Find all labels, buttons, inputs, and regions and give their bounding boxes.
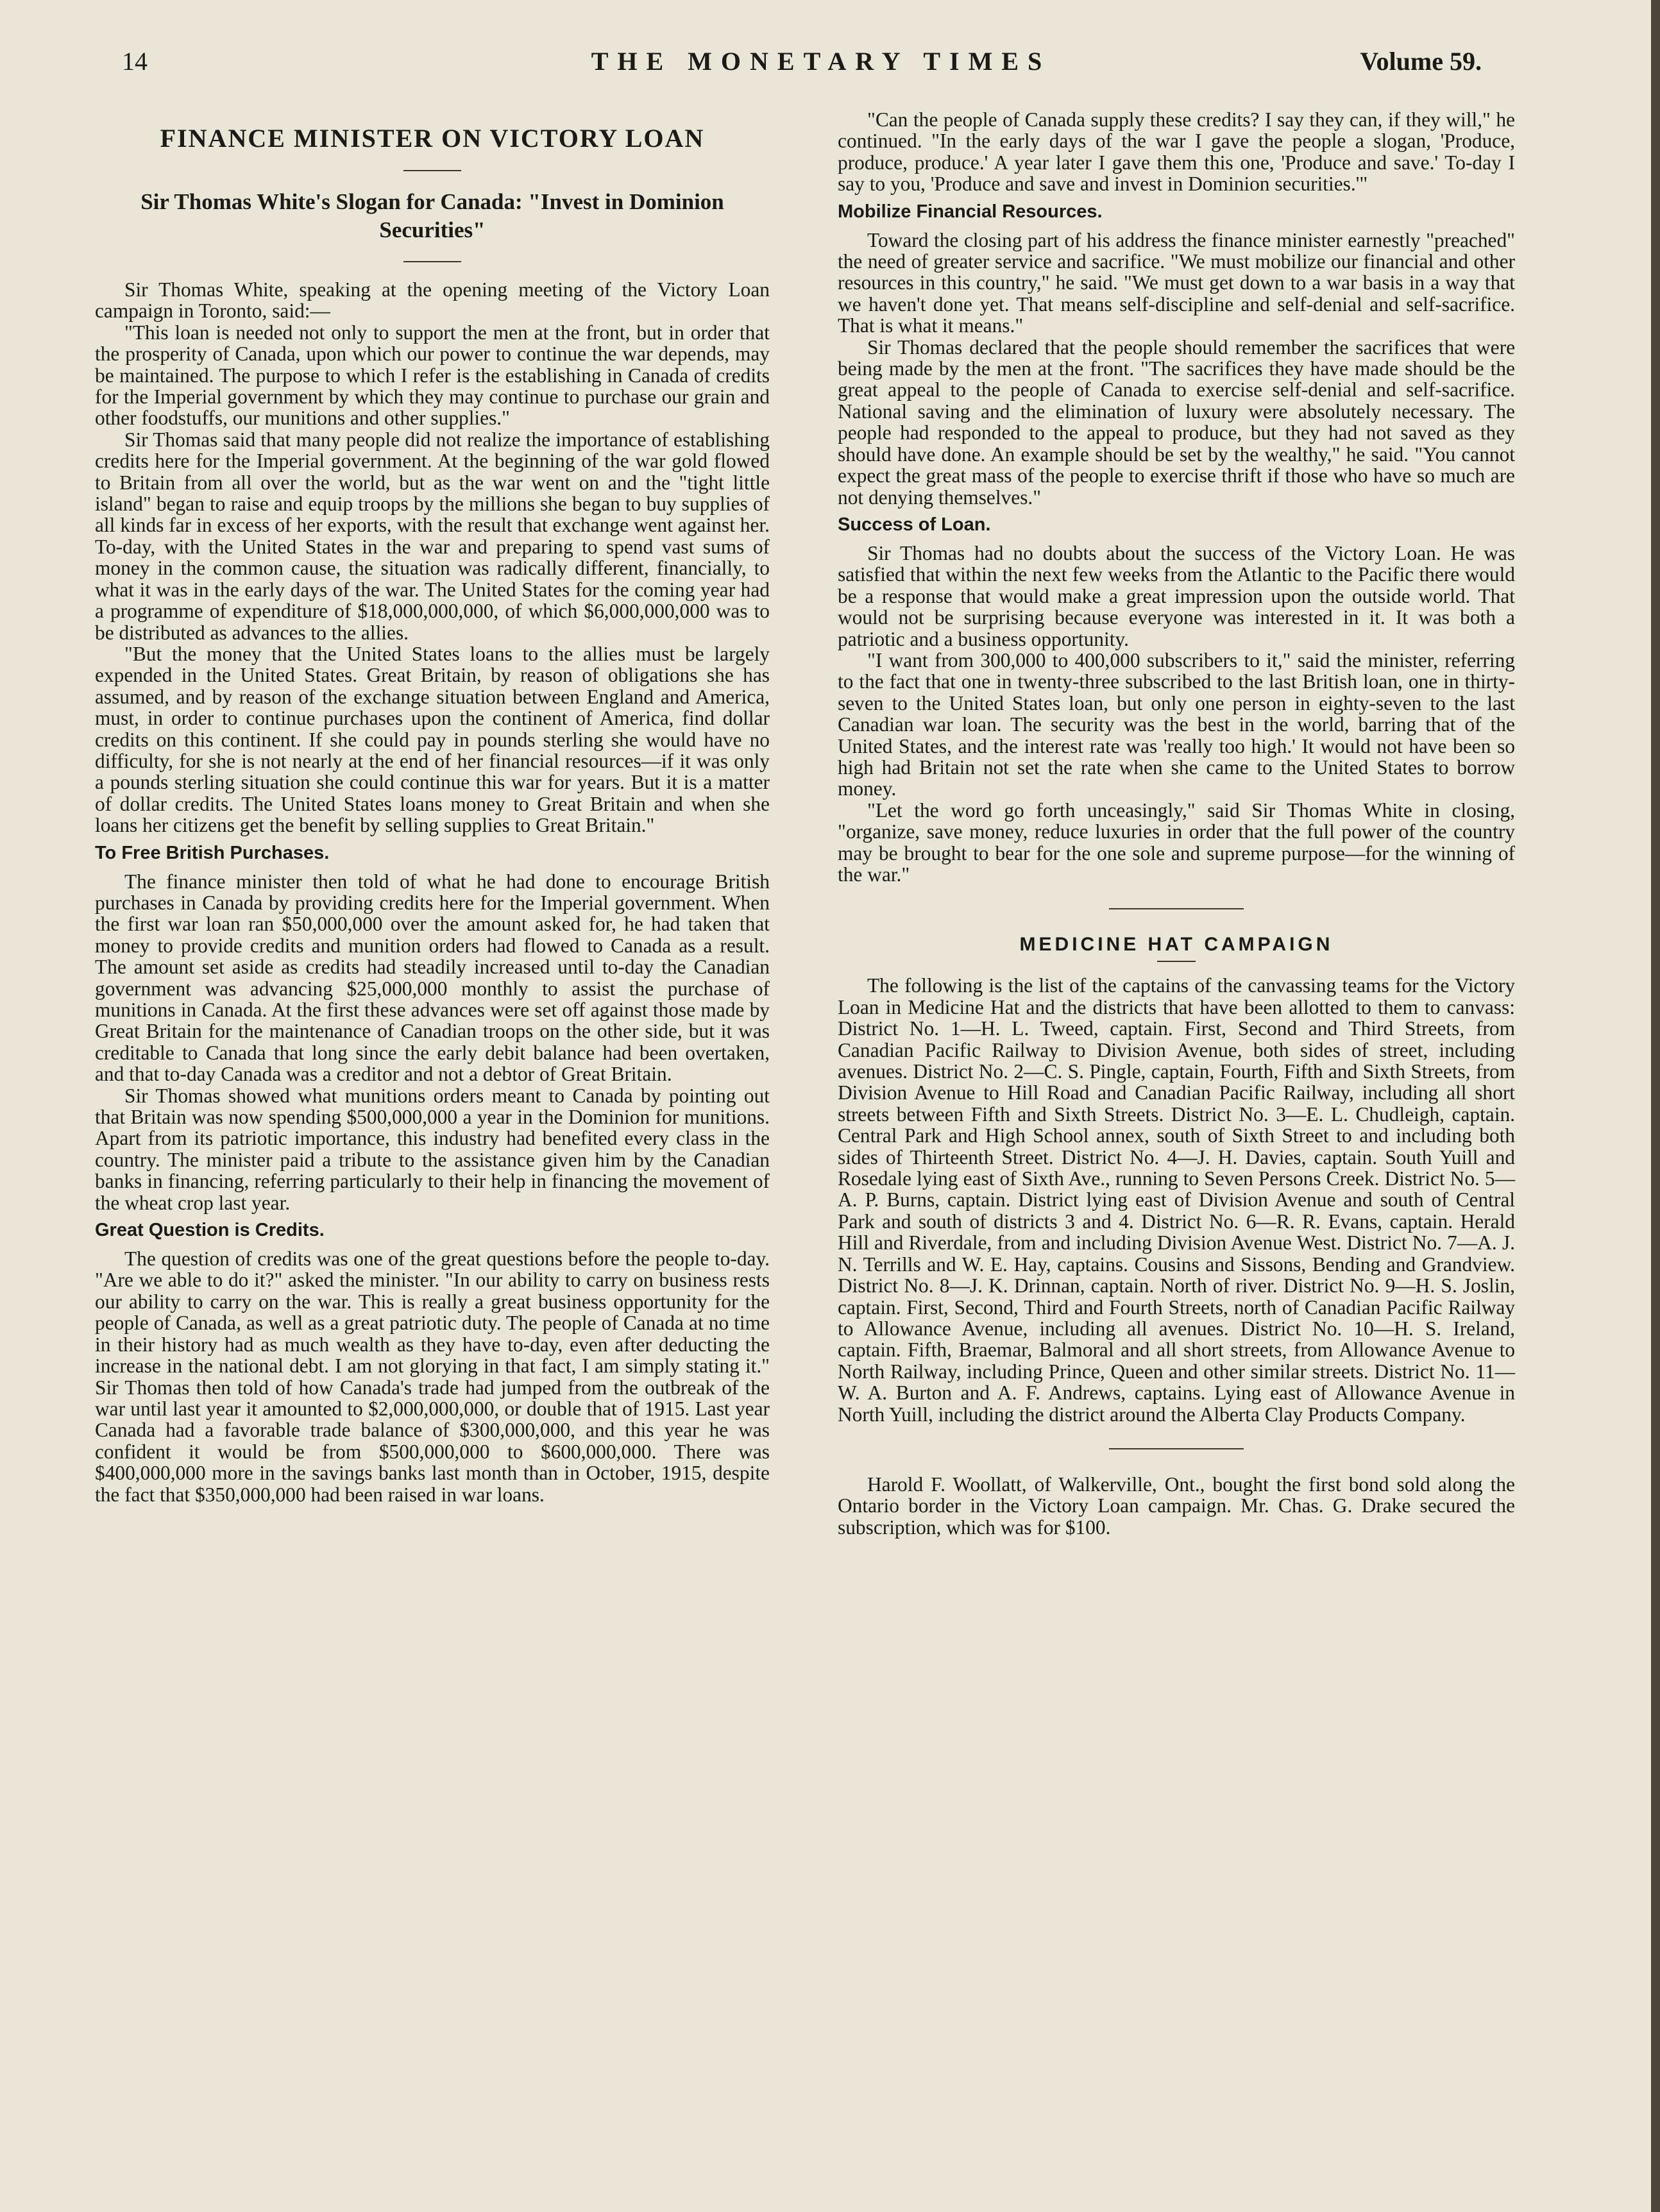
volume-label: Volume 59. xyxy=(1360,47,1482,76)
divider xyxy=(403,261,461,262)
paragraph: Toward the closing part of his address the finance minister earnestly "preached" the need of greater service and sacrifice. "We must mobilize our financial and other resources in this country," he said. "We must get down to a war basis in a way that we haven't done yet. That means self-discipline and self-denial and self-sacrifice. That is what it means." xyxy=(838,228,1515,337)
paragraph: The question of credits was one of the great questions before the people to-day. "Are we able to do it?" asked the minister. "In our ability to carry on business rests our ability to carry on the war. This is really a great business opportunity for the people of Canada, as well as a great patriotic duty. The people of Canada at no time in their history had as much wealth as they have to-day, even after deducting the increase in the national debt. I am not glorying in that fact, I am simply stating it." Sir Thomas then told of how Canada's trade had jumped from the outbreak of the war until last year it amounted to $2,000,000,000, or double that of 1915. Last year Canada had a favorable trade balance of $300,000,000, and this year he was confident it would be from $500,000,000 to $600,000,000. There was $400,000,000 more in the savings banks last month than in October, 1915, despite the fact that $350,000,000 had been raised in war loans. xyxy=(95,1247,770,1506)
divider xyxy=(1109,1448,1244,1449)
page-header xyxy=(0,46,1642,85)
paragraph: "But the money that the United States loans to the allies must be largely expended in the United States. Great Britain, by reason of obligations she has assumed, and by reason of the exchange situation between England and America, must, in order to continue purchases upon the continent of America, find dollar credits on this continent. If she could pay in pounds sterling she would have no difficulty, for she is not nearly at the end of her financial resources—if it was only a pounds sterling situation she could continue this war for years. But it is a matter of dollar credits. The United States loans money to Great Britain and when she loans her citizens get the benefit by selling supplies to Great Britain." xyxy=(95,642,770,837)
section-heading: Success of Loan. xyxy=(838,514,991,535)
paragraph: "Can the people of Canada supply these credits? I say they can, if they will," he continued. "In the early days of the war I gave the people a slogan, 'Produce, produce, produce.' A year later I gave them this one, 'Produce and save.' To-day I say to you, 'Produce and save and invest in Dominion securities.'" xyxy=(838,108,1515,196)
paragraph: The finance minister then told of what he had done to encourage British purchases in Canada by providing credits here for the Imperial government. When the first war loan ran $50,000,000 over the amount asked for, he had taken that money to provide credits and munition orders had flowed to Canada as a result. The amount set aside as credits had steadily increased until to-day the Canadian government was advancing $25,000,000 monthly to assist the purchase of munitions in Canada. At the first these advances were set off against those made by Great Britain for the maintenance of Canadian troops on the other side, but it was creditable to Canada that long since the early debit balance had been overtaken, and that to-day Canada was a creditor and not a debtor of Great Britain. xyxy=(95,870,770,1086)
article-title: FINANCE MINISTER ON VICTORY LOAN xyxy=(160,124,705,153)
paragraph: The following is the list of the captains of the canvassing teams for the Victory Loan in Medicine Hat and the districts that have been allotted to them to canvass: District No. 1—H. L. Tweed, captain. First, Second and Third Streets, from Canadian Pacific Railway to Division Avenue, both sides of street, including avenues. District No. 2—C. S. Pingle, captain, Fourth, Fifth and Sixth Streets, from Division Avenue to Hill Road and Canadian Pacific Railway, including all short streets between Fifth and Sixth Streets. District No. 3—E. L. Chudleigh, captain. Central Park and High School annex, south of Sixth Street to and including both sides of Thirteenth Street. District No. 4—J. H. Davies, captain. South Yuill and Rosedale lying east of Sixth Ave., running to Seven Persons Creek. District No. 5—A. P. Burns, captain. District lying east of Division Avenue and south of Central Park and south of districts 3 and 4. District No. 6—R. R. Evans, captain. Herald Hill and Riverdale, from and including Division Avenue West. District No. 7—A. J. N. Terrills and W. E. Hay, captains. Cousins and Sissons, Bending and Grandview. District No. 8—J. K. Drinnan, captain. North of river. District No. 9—H. S. Joslin, captain. First, Second, Third and Fourth Streets, north of Canadian Pacific Railway to Allowance Avenue, including all avenues. District No. 10—H. S. Ireland, captain. Fifth, Braemar, Balmoral and all short streets, from Allowance Avenue to North Railway, including Prince, Queen and other similar streets. District No. 11—W. A. Burton and A. F. Andrews, captains. Lying east of Allowance Avenue in North Yuill, including the district around the Alberta Clay Products Company. xyxy=(838,974,1515,1426)
section-heading: Mobilize Financial Resources. xyxy=(838,201,1103,222)
left-column xyxy=(95,109,770,1505)
paragraph: Sir Thomas said that many people did not realize the importance of establishing credits here for the Imperial government. At the beginning of the war gold flowed to Britain from all over the world, but as the war went on and the "tight little island" began to raise and equip troops by the millions she began to buy supplies of all kinds far in excess of her exports, with the result that exchange went against her. To-day, with the United States in the war and preparing to spend vast sums of money in the common cause, the situation was radically different, financially, to what it was in the early days of the war. The United States for the coming year had a programme of expenditure of $18,000,000,000, of which $6,000,000,000 was to be distributed as advances to the allies. xyxy=(95,428,770,644)
page-number: 14 xyxy=(122,47,148,76)
article-title: MEDICINE HAT CAMPAIGN xyxy=(1019,934,1334,956)
article-subtitle: Sir Thomas White's Slogan for Canada: "Invest in Dominion Securities" xyxy=(140,189,724,242)
paragraph: Harold F. Woollatt, of Walkerville, Ont., bought the first bond sold along the Ontario border in the Victory Loan campaign. Mr. Chas. G. Drake secured the subscription, which was for $100. xyxy=(838,1473,1515,1539)
divider xyxy=(1157,961,1196,962)
paragraph: Sir Thomas showed what munitions orders meant to Canada by pointing out that Britain was now spending $500,000,000 a year in the Dominion for munitions. Apart from its patriotic importance, this industry had benefited every class in the country. The minister paid a tribute to the assistance given him by the Canadian banks in financing, referring particularly to their help in financing the movement of the wheat crop last year. xyxy=(95,1084,770,1214)
section-heading: Great Question is Credits. xyxy=(95,1220,325,1241)
paragraph: "Let the word go forth unceasingly," said Sir Thomas White in closing, "organize, save money, reduce luxuries in order that the full power of the country may be brought to bear for the one sole and supreme purpose—for the winning of the war." xyxy=(838,798,1515,886)
section-heading: To Free British Purchases. xyxy=(95,842,330,863)
paragraph: "This loan is needed not only to support the men at the front, but in order that the prosperity of Canada, upon which our power to continue the war depends, may be maintained. The purpose to which I refer is the establishing in Canada of credits for the Imperial government by which they may continue to purchase our grain and other foodstuffs, our munitions and other supplies." xyxy=(95,321,770,430)
divider xyxy=(403,170,461,171)
paragraph: Sir Thomas declared that the people should remember the sacrifices that were being made by the men at the front. "The sacrifices they have made should be the great appeal to the people of Canada to exercise self-denial and self-sacrifice. National saving and the elimination of luxury were absolutely necessary. The people had responded to the appeal to produce, but they had not saved as they should have done. An example should be set by the wealthy," he said. "You cannot expect the great mass of the people to exercise thrift if those who have so much are not denying themselves." xyxy=(838,335,1515,509)
paragraph: Sir Thomas White, speaking at the opening meeting of the Victory Loan campaign in Toronto, said:— xyxy=(95,278,770,323)
page-edge-shadow xyxy=(1651,0,1660,2212)
paragraph: Sir Thomas had no doubts about the success of the Victory Loan. He was satisfied that within the next few weeks from the Atlantic to the Pacific there would be a response that would make a great impression upon the outside world. That would not be surprising because everyone was interested in it. It was both a patriotic and a business opportunity. xyxy=(838,541,1515,650)
masthead: THE MONETARY TIMES xyxy=(591,47,1051,76)
divider xyxy=(1109,908,1244,909)
paragraph: "I want from 300,000 to 400,000 subscribers to it," said the minister, referring to the fact that one in twenty-three subscribed to the last British loan, one in thirty-seven to the United States loan, but only one person in eighty-seven to the last Canadian war loan. The security was the best in the world, barring that of the United States, and the interest rate was 'really too high.' It would not have been so high had Britain not set the rate when she came to the United States to borrow money. xyxy=(838,648,1515,800)
right-column xyxy=(838,109,1515,1538)
